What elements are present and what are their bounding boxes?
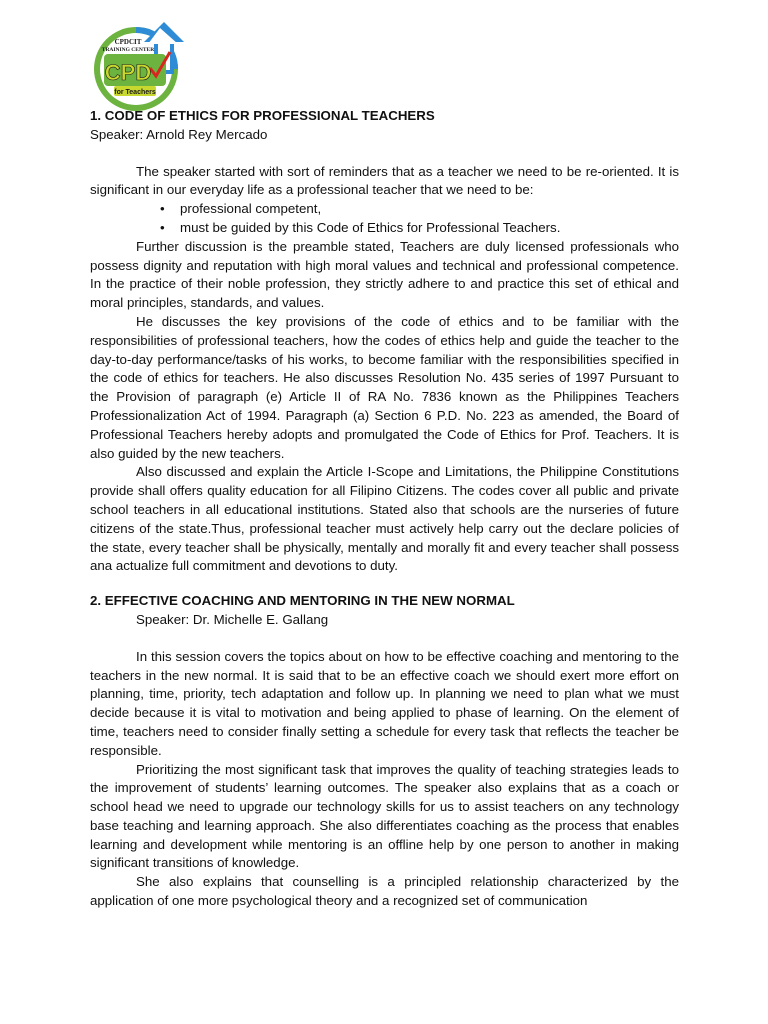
section-2-paragraph-1: In this session covers the topics about on how to be effective coaching and mentoring to the teachers in the new normal. It is said that to be an effective coach we should exert more effort on planning, time, priority, tech adaptation and follow up. In planning we need to plan what we must decide because it is vital to motivation and being applied to phase of learning. On the element of time, teachers need to consider finally setting a schedule for every task that reflects the teacher be responsible.	[90, 648, 679, 758]
section-2-speaker: Speaker: Dr. Michelle E. Gallang	[136, 611, 329, 627]
bullet-item: • must be guided by this Code of Ethics for Professional Teachers.	[180, 219, 679, 238]
logo-line2: TRAINING CENTER	[101, 47, 155, 53]
bullet-item: • professional competent,	[180, 200, 679, 219]
section-1-paragraph-3: He discusses the key provisions of the code of ethics and to be familiar with the responsibilities of professional teachers, how the codes of ethics help and guide the teacher to the day-to-day performance/tasks of his works, to become familiar with the responsibilities specified in the code of ethics for teachers. He also discusses Resolution No. 435 series of 1997 Pursuant to the Provision of paragraph (e) Article II of RA No. 7836 known as the Philippines Teachers Professionalization Act of 1994. Paragraph (a) Section 6 P.D. No. 223 as amended, the Board of Professional Teachers hereby adopts and promulgated the Code of Ethics for Prof. Teachers. It is also guided by the new teachers.	[90, 313, 679, 461]
cpd-logo	[90, 22, 186, 112]
section-1-paragraph-1: The speaker started with sort of reminders that as a teacher we need to be re-oriented. It is significant in our everyday life as a professional teacher that we need to be:	[90, 163, 679, 198]
logo-line1: CPDCIT	[114, 38, 142, 46]
logo-mark: CPD	[104, 60, 152, 85]
document-body	[90, 107, 679, 911]
section-2-paragraph-2: Prioritizing the most significant task that improves the quality of teaching strategies leads to the improvement of students’ learning outcomes. The speaker also explains that as a coach or school head we need to upgrade our technology skills for us to assist teachers on any technology base teaching and learning approach. She also differentiates coaching as the process that enables learning and development while mentoring is an offline help by one person to another in making significant transitions of knowledge.	[90, 761, 679, 871]
section-1-paragraph-4: Also discussed and explain the Article I-Scope and Limitations, the Philippine Constitutions provide shall offers quality education for all Filipino Citizens. The codes cover all public and private school teachers in all educational institutions. Stated also that schools are the nurseries of future citizens of the state.Thus, professional teacher must actively help carry out the declare policies of the state, every teacher shall be physically, mentally and morally fit and every teacher shall possess ana actualize full commitment and devotions to duty.	[90, 464, 679, 574]
section-2-paragraph-3: She also explains that counselling is a principled relationship characterized by the application of one more psychological theory and a recognized set of communication	[90, 874, 679, 909]
logo-sub: for Teachers	[114, 89, 156, 96]
section-1-paragraph-2: Further discussion is the preamble stated, Teachers are duly licensed professionals who possess dignity and reputation with high moral values and technical and professional competence. In the practice of their noble profession, they strictly adhere to and practice this set of ethical and moral principles, standards, and values.	[90, 238, 679, 311]
section-1-bullet-list	[90, 200, 679, 238]
section-1-title: 1. CODE OF ETHICS FOR PROFESSIONAL TEACHERS	[90, 108, 435, 123]
section-1-speaker: Speaker: Arnold Rey Mercado	[90, 126, 268, 142]
section-2-title: 2. EFFECTIVE COACHING AND MENTORING IN THE NEW NORMAL	[90, 593, 515, 609]
